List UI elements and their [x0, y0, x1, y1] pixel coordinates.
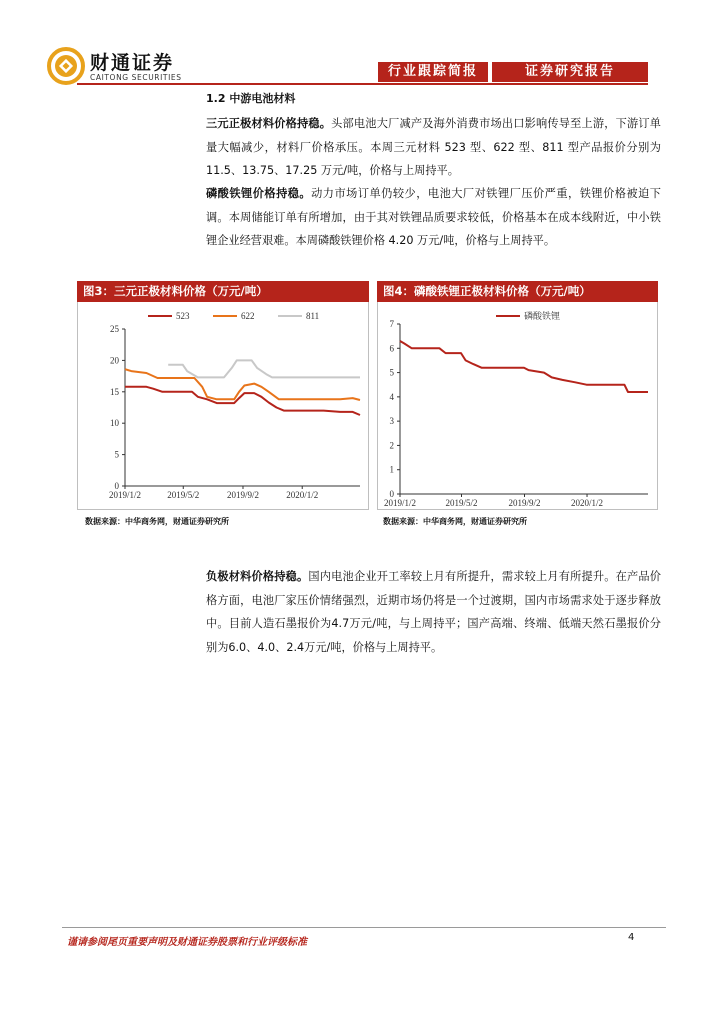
- figure-4-source: 数据来源：中华商务网，财通证券研究所: [383, 517, 527, 526]
- report-category-tag: 证券研究报告: [492, 62, 648, 82]
- paragraph-anode: [206, 565, 661, 659]
- y-tick-label: 6: [389, 343, 394, 354]
- company-logo: [46, 46, 196, 86]
- paragraph-ternary-cathode: [206, 112, 661, 183]
- y-tick-label: 7: [389, 319, 394, 329]
- report-type-tag: 行业跟踪简报: [378, 62, 488, 82]
- page-number: 4: [628, 932, 635, 943]
- x-tick-label: 2020/1/2: [571, 498, 604, 508]
- legend-label: 磷酸铁锂: [524, 311, 561, 321]
- figure-3-title: 图3：三元正极材料价格（万元/吨）: [77, 281, 369, 302]
- y-tick-label: 1: [389, 464, 394, 475]
- ternary-price-chart: [78, 302, 368, 509]
- y-tick-label: 5: [114, 449, 119, 460]
- paragraph-lfp: [206, 182, 661, 253]
- y-tick-label: 3: [389, 416, 394, 427]
- logo-chinese-name: 财通证券: [90, 52, 175, 74]
- header-divider: [77, 83, 648, 85]
- x-tick-label: 2019/1/2: [108, 490, 142, 500]
- paragraph-body: 头部电池大厂减产及海外消费市场出口影响传导至上游，下游订单量大幅减少，材料厂价格承压。本周三元材料 523 型、622 型、811 型产品报价分别为 11.5、13.75、17.25 万元/吨，价格与上周持平。: [206, 117, 661, 177]
- y-tick-label: 15: [110, 386, 119, 397]
- x-tick-label: 2019/5/2: [445, 498, 478, 508]
- y-tick-label: 10: [110, 418, 119, 429]
- figure-4-chart: [377, 302, 658, 510]
- legend-label: 622: [241, 311, 255, 321]
- y-tick-label: 0: [389, 489, 394, 499]
- y-tick-label: 2: [389, 440, 394, 451]
- x-tick-label: 2020/1/2: [286, 490, 319, 500]
- x-tick-label: 2019/9/2: [226, 490, 259, 500]
- y-tick-label: 25: [110, 324, 119, 334]
- legend-label: 523: [176, 311, 190, 321]
- y-tick-label: 20: [110, 355, 119, 366]
- x-tick-label: 2019/1/2: [383, 498, 417, 508]
- legend-label: 811: [306, 311, 320, 321]
- section-title: 1.2 中游电池材料: [206, 92, 296, 105]
- logo-english-name: CAITONG SECURITIES: [90, 73, 182, 82]
- series-line-523: [125, 387, 360, 415]
- y-tick-label: 4: [389, 391, 394, 402]
- series-line-811: [168, 360, 360, 377]
- footer-disclaimer: 谨请参阅尾页重要声明及财通证券股票和行业评级标准: [67, 937, 307, 948]
- figure-3-source: 数据来源：中华商务网，财通证券研究所: [85, 517, 229, 526]
- coin-logo-icon: [46, 46, 86, 86]
- x-tick-label: 2019/9/2: [508, 498, 541, 508]
- footer-divider: [62, 927, 666, 928]
- x-tick-label: 2019/5/2: [167, 490, 200, 500]
- paragraph-body: 国内电池企业开工率较上月有所提升，需求较上月有所提升。在产品价格方面，电池厂家压价情绪强烈，近期市场仍将是一个过渡期，国内市场需求处于逐步释放中。目前人造石墨报价为4.7万元/吨，与上周持平；国产高端、终端、低端天然石墨报价分别为6.0、4.0、2.4万元/吨，价格与上周持平。: [206, 570, 661, 654]
- y-tick-label: 0: [114, 481, 119, 491]
- figure-4-title: 图4：磷酸铁锂正极材料价格（万元/吨）: [377, 281, 658, 302]
- y-tick-label: 5: [389, 367, 394, 378]
- paragraph-body: 动力市场订单仍较少，电池大厂对铁锂厂压价严重，铁锂价格被迫下调。本周储能订单有所增加，由于其对铁锂品质要求较低，价格基本在成本线附近，中小铁锂企业经营艰难。本周磷酸铁锂价格 4.20 万元/吨，价格与上周持平。: [206, 187, 661, 247]
- paragraph-lead: 磷酸铁锂价格持稳。: [206, 187, 312, 200]
- series-line-磷酸铁锂: [400, 341, 648, 392]
- paragraph-lead: 负极材料价格持稳。: [206, 570, 309, 583]
- figure-3-chart: [77, 302, 369, 510]
- paragraph-lead: 三元正极材料价格持稳。: [206, 117, 332, 130]
- lfp-price-chart: [378, 302, 657, 509]
